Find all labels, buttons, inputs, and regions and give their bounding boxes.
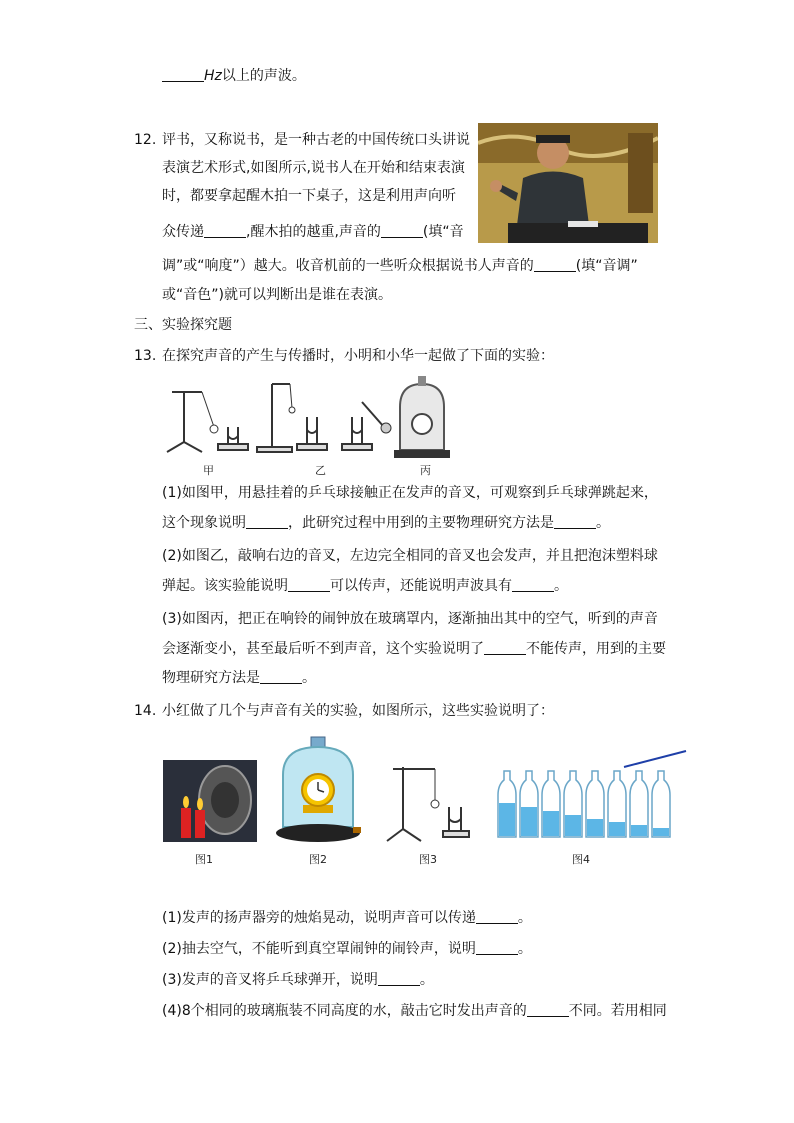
answer-blank: [476, 940, 518, 955]
q12-line-4: 众传递 ,醒木拍的越重,声音的 (填“音: [162, 224, 464, 240]
q12-line-2: 表演艺术形式,如图所示,说书人在开始和结束表演: [162, 160, 465, 176]
answer-blank: [246, 514, 288, 529]
top-line: Hz以上的声波。: [162, 66, 306, 86]
q13-p2b: 弹起。该实验能说明 可以传声，还能说明声波具有 。: [162, 578, 568, 594]
question-number-13: 13.: [134, 348, 157, 364]
figure-caption: 图4: [572, 853, 590, 866]
q13-p1a: (1)如图甲，用悬挂着的乒乓球接触正在发声的音叉，可观察到乒乓球弹跳起来，: [162, 485, 658, 501]
q12-line-6: 或“音色”)就可以判断出是谁在表演。: [162, 287, 392, 303]
answer-blank: [162, 67, 204, 82]
q14-s1: (1)发声的扬声器旁的烛焰晃动，说明声音可以传递 。: [162, 910, 532, 926]
q12-line-3: 时，都要拿起醒木拍一下桌子，这是利用声向听: [162, 188, 456, 204]
figure-caption: 乙: [315, 464, 326, 477]
storyteller-photo: [478, 123, 658, 243]
question-number-14: 14.: [134, 703, 157, 719]
answer-blank: [527, 1002, 569, 1017]
q14-s4: (4)8个相同的玻璃瓶装不同高度的水，敲击它时发出声音的 不同。若用相同: [162, 1003, 667, 1019]
section-title: 三、实验探究题: [134, 317, 232, 333]
question-number-12: 12.: [134, 132, 157, 148]
answer-blank: [484, 640, 526, 655]
q13-p3b: 会逐渐变小，甚至最后听不到声音，这个实验说明了 不能传声，用到的主要: [162, 641, 666, 657]
q13-p1b: 这个现象说明 ，此研究过程中用到的主要物理研究方法是 。: [162, 515, 610, 531]
answer-blank: [534, 257, 576, 272]
answer-blank: [554, 514, 596, 529]
q12-line-5: 调”或“响度”）越大。收音机前的一些听众根据说书人声音的 (填“音调”: [162, 258, 638, 274]
answer-blank: [381, 223, 423, 238]
figure-caption: 图2: [309, 853, 327, 866]
answer-blank: [204, 223, 246, 238]
answer-blank: [260, 669, 302, 684]
q14-s3: (3)发声的音叉将乒乓球弹开，说明 。: [162, 972, 434, 988]
q14-s2: (2)抽去空气，不能听到真空罩闹钟的闹铃声，说明 。: [162, 941, 532, 957]
q13-p2a: (2)如图乙，敲响右边的音叉，左边完全相同的音叉也会发声，并且把泡沫塑料球: [162, 548, 658, 564]
answer-blank: [288, 577, 330, 592]
speaker-candles-photo: [163, 760, 257, 842]
answer-blank: [476, 909, 518, 924]
figure-caption: 丙: [420, 464, 431, 477]
q13-p3c: 物理研究方法是 。: [162, 670, 316, 686]
q13-intro: 在探究声音的产生与传播时，小明和小华一起做了下面的实验：: [162, 348, 554, 364]
q13-figure: [162, 372, 462, 462]
q14-intro: 小红做了几个与声音有关的实验，如图所示，这些实验说明了：: [162, 703, 554, 719]
figure-caption: 图3: [419, 853, 437, 866]
tuning-fork-ball: [383, 757, 473, 847]
q13-p3a: (3)如图丙，把正在响铃的闹钟放在玻璃罩内，逐渐抽出其中的空气，听到的声音: [162, 611, 658, 627]
answer-blank: [512, 577, 554, 592]
answer-blank: [378, 971, 420, 986]
bell-jar-clock: [275, 735, 361, 845]
water-bottles: [496, 745, 691, 840]
figure-caption: 甲: [203, 464, 214, 477]
figure-caption: 图1: [195, 853, 213, 866]
q12-line-1: 评书，又称说书，是一种古老的中国传统口头讲说: [162, 132, 470, 148]
